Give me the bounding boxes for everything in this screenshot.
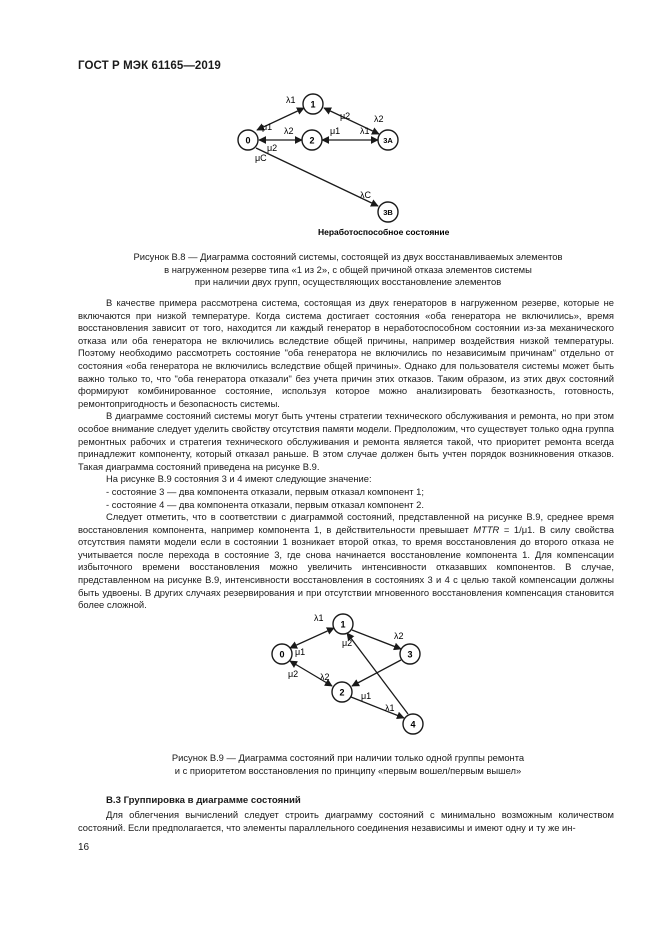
caption-line: при наличии двух групп, осуществляющих восстановление элементов [194, 276, 502, 288]
svg-text:3: 3 [407, 649, 413, 660]
state-2 [302, 130, 322, 150]
label-mu2: μ2 [267, 143, 278, 153]
state-3b [378, 202, 398, 222]
label-lambda1-right: λ1 [385, 703, 395, 713]
label-lambda1-mid: λ1 [360, 126, 370, 136]
figure-b9-caption [118, 752, 578, 777]
svg-text:1: 1 [340, 619, 346, 630]
page-number: 16 [78, 842, 90, 853]
label-mu1: μ1 [295, 647, 306, 657]
state-1 [303, 94, 323, 114]
caption-line: Рисунок В.8 — Диаграмма состояний системы, состоящей из двух восстанавливаемых элементов [133, 251, 563, 262]
state-0 [238, 130, 258, 150]
label-mu2-top: μ2 [340, 111, 351, 121]
figure-b8-diagram [230, 88, 470, 238]
state-1 [333, 614, 353, 634]
label-lambda2: λ2 [320, 672, 330, 682]
svg-text:0: 0 [245, 135, 251, 146]
caption-line: Рисунок В.9 — Диаграмма состояний при наличии только одной группы ремонта [171, 752, 525, 763]
caption-line: и с приоритетом восстановления по принципу «первым вошел/первым вышел» [174, 764, 522, 776]
paragraph: Для облегчения вычислений следует строить диаграмму состояний с минимально возможным количеством состояний. Если предполагается, что элементы параллельного соединения независимы и имеют одну и ту же ин- [78, 809, 614, 833]
state-3 [400, 644, 420, 664]
edge-2-4 [351, 697, 404, 718]
main-text [78, 297, 614, 612]
list-item: - состояние 3 — два компонента отказали, первым отказал компонент 1; [106, 485, 424, 497]
label-mu2-right: μ2 [342, 638, 353, 648]
svg-text:4: 4 [410, 719, 416, 730]
figure-b8-caption [98, 251, 598, 289]
label-mu1-right: μ1 [361, 691, 372, 701]
state-4 [403, 714, 423, 734]
svg-text:3A: 3A [383, 136, 393, 145]
svg-text:3B: 3B [383, 208, 393, 217]
edge-4-1 [347, 633, 408, 714]
caption-line: в нагруженном резерве типа «1 из 2», с общей причиной отказа элементов системы [164, 263, 532, 275]
failed-state-label: Неработоспособное состояние [318, 227, 450, 237]
figure-b9-diagram [270, 608, 440, 738]
svg-text:0: 0 [279, 649, 285, 660]
label-mu1: μ1 [262, 122, 273, 132]
svg-text:1: 1 [310, 99, 316, 110]
svg-text:2: 2 [339, 687, 345, 698]
label-lambda-c: λC [360, 190, 371, 200]
label-mu2: μ2 [288, 669, 299, 679]
label-lambda2: λ2 [284, 126, 294, 136]
state-3a [378, 130, 398, 150]
section-title: В.3 Группировка в диаграмме состояний [106, 795, 301, 806]
edge-0-1 [290, 628, 334, 648]
label-lambda2-top: λ2 [374, 114, 384, 124]
paragraph: В качестве примера рассмотрена система, состоящая из двух генераторов в нагруженном резерве, которые не включаются при низкой температуре. Когда система достигает состояния «оба генератора не включились», время восстановления зависит от того, находится ли каждый генератор в неработоспособном состоянии из-за механического отказа или оба генератора не включились вследствие общей причины, например воздействия низкой температуры. Поэтому необходимо рассмотреть состояние "оба генератора не включились по независимым причинам" отдельно от состояния «оба генератора не включились вследствие общей причины». Однако для пользователя системы может быть важно только то, что "оба генератора отказали" без учета причин этих отказов. Таким образом, из этих двух состояний формируют комбинированное состояние, используя которое можно анализировать безотказность, готовность, ремонтопригодность и безопасность системы. [78, 297, 614, 409]
svg-text:2: 2 [309, 135, 315, 146]
paragraph: Следует отметить, что в соответствии с диаграммой состояний, представленной на рисунке В.9, среднее время восстановления компонента, например компонента 1, в действительности превышает MTTR = 1/μ1. В силу свойства отсутствия памяти модели если в состоянии 1 возникает второй отказ, то время восстановления до второго отказа не учитывается после перехода в состояние 3, где снова начинается восстановление компонента 1. Для компенсации избыточного времени восстановления можно увеличить интенсивности отказавших компонентов. В случае, представленном на рисунке В.9, интенсивности восстановления в состояниях 3 и 4 с целью такой компенсации должны быть удвоены. В других случаях резервирования и при отсутствии мгновенного восстановления компенсация становится более сложной. [78, 511, 614, 611]
paragraph: В диаграмме состояний системы могут быть учтены стратегии технического обслуживания и ремонта, но при этом особое внимание следует уделить свойству отсутствия памяти модели. Предположим, что существует только одна группа ремонтных рабочих и стратегия технического обслуживания и ремонта является такой, что приоритет ремонта всегда принадлежит компоненту, который отказал раньше. В этом случае должен быть учтен порядок возникновения отказов. Такая диаграмма состояний приведена на рисунке В.9. [78, 410, 614, 472]
label-mu1-mid: μ1 [330, 126, 341, 136]
document-header: ГОСТ Р МЭК 61165—2019 [78, 60, 221, 72]
label-lambda1: λ1 [286, 95, 296, 105]
label-lambda1: λ1 [314, 613, 324, 623]
paragraph: На рисунке В.9 состояния 3 и 4 имеют следующие значение: [106, 473, 372, 485]
label-mu-c: μC [255, 153, 267, 163]
list-item: - состояние 4 — два компонента отказали, первым отказал компонент 2. [106, 498, 424, 510]
state-0 [272, 644, 292, 664]
section-text [78, 809, 614, 834]
state-2 [332, 682, 352, 702]
label-lambda2-right: λ2 [394, 631, 404, 641]
